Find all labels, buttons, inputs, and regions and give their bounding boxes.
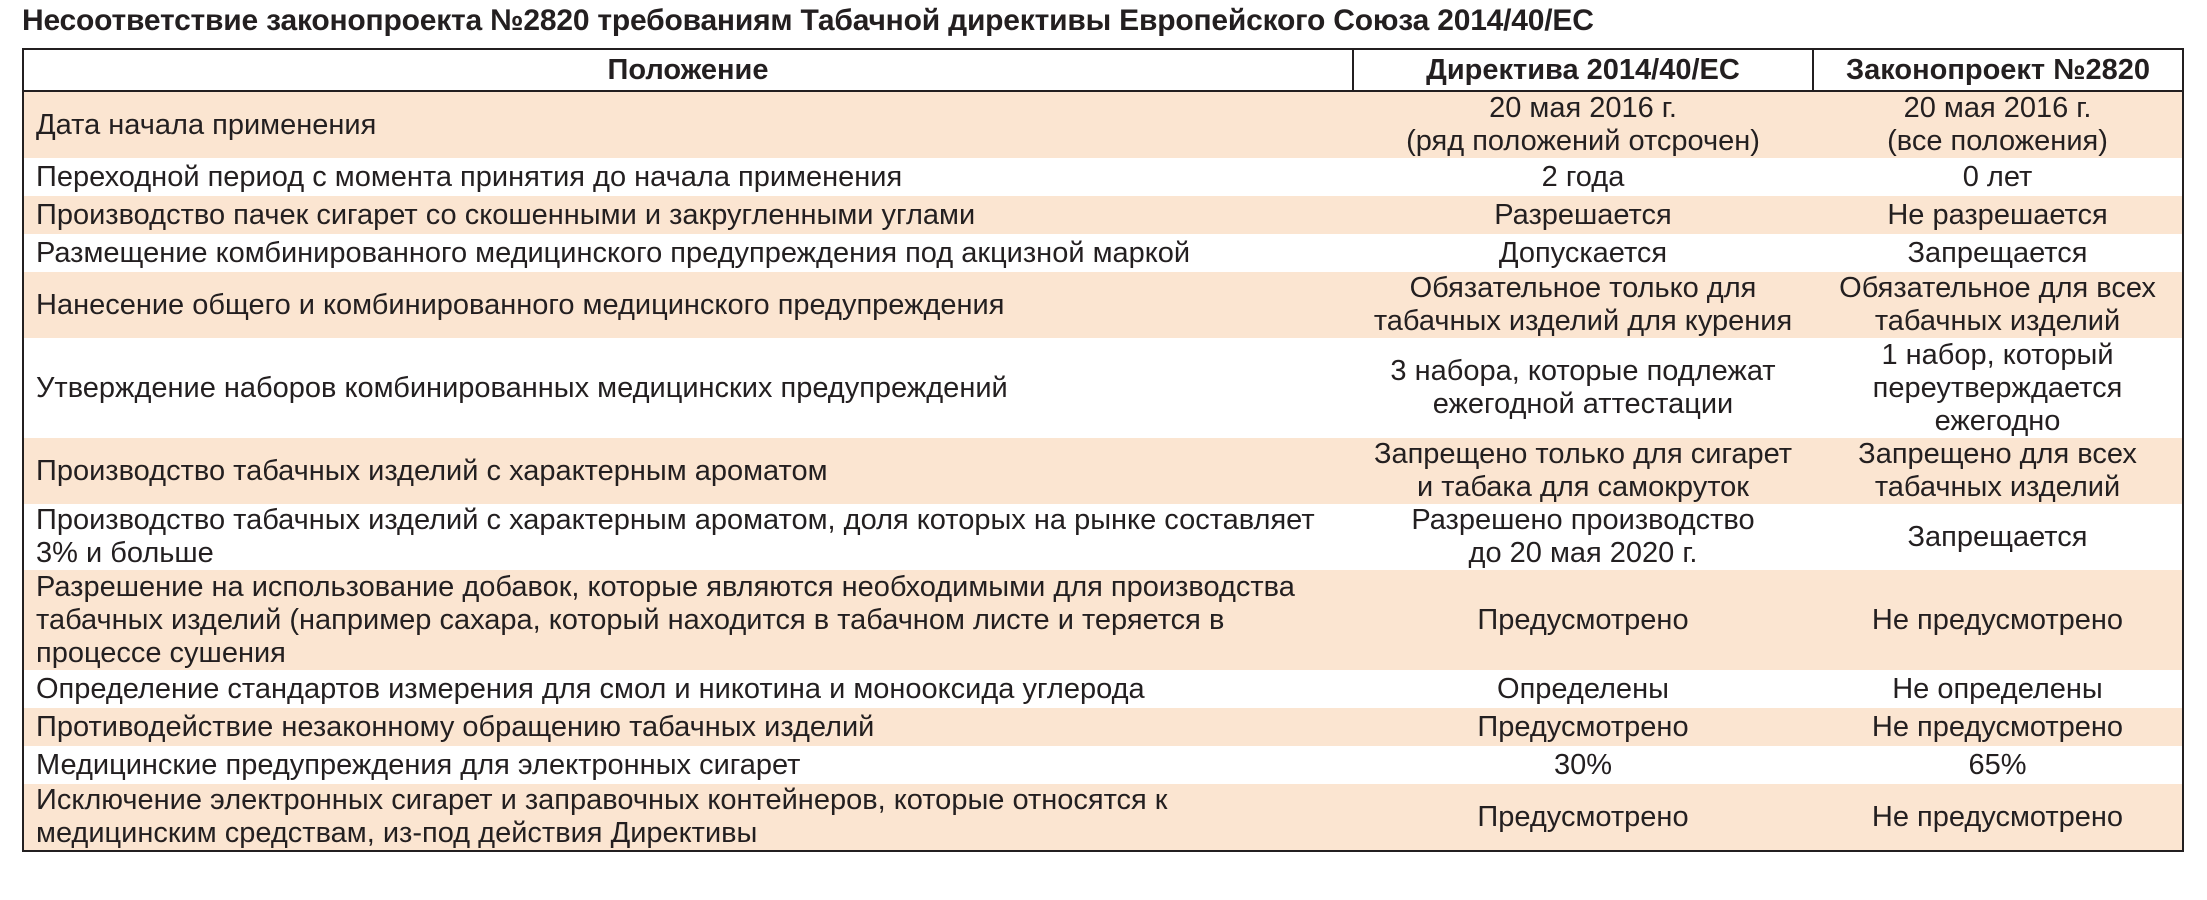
cell-bill	[1813, 338, 2183, 438]
cell-bill	[1813, 708, 2183, 746]
cell-directive	[1353, 784, 1813, 851]
cell-position: Переходной период с момента принятия до начала применения	[23, 158, 1353, 196]
table-row	[23, 784, 2183, 851]
cell-directive-line: Запрещено только для сигарет	[1373, 438, 1793, 470]
cell-bill-line: 20 мая 2016 г.	[1903, 92, 2092, 124]
table-row	[23, 746, 2183, 784]
cell-bill-line: Не разрешается	[1887, 198, 2108, 231]
cell-bill	[1813, 438, 2183, 504]
cell-position: Производство табачных изделий с характерным ароматом, доля которых на рынке составляет 3% и больше	[23, 504, 1353, 570]
cell-bill-line: 65%	[1968, 748, 2027, 781]
cell-directive	[1353, 158, 1813, 196]
cell-directive-line: Предусмотрено	[1477, 710, 1689, 743]
cell-directive-line: Разрешается	[1494, 198, 1672, 231]
table-row	[23, 196, 2183, 234]
cell-directive-line: Допускается	[1498, 236, 1668, 269]
cell-bill	[1813, 272, 2183, 338]
cell-directive-line: до 20 мая 2020 г.	[1468, 537, 1698, 569]
cell-position: Медицинские предупреждения для электронных сигарет	[23, 746, 1353, 784]
cell-position: Производство табачных изделий с характерным ароматом	[23, 438, 1353, 504]
cell-bill-line: 0 лет	[1962, 160, 2033, 193]
cell-bill	[1813, 504, 2183, 570]
cell-directive	[1353, 91, 1813, 158]
cell-bill-line: Запрещается	[1907, 236, 2088, 269]
cell-bill-line: табачных изделий	[1874, 305, 2121, 337]
cell-directive-line: Разрешено производство	[1411, 504, 1755, 536]
cell-directive	[1353, 338, 1813, 438]
cell-directive-line: и табака для самокруток	[1417, 471, 1749, 503]
cell-bill-line: (все положения)	[1887, 125, 2108, 157]
cell-bill-line: Запрещается	[1907, 520, 2088, 553]
cell-position: Нанесение общего и комбинированного медицинского предупреждения	[23, 272, 1353, 338]
cell-directive	[1353, 272, 1813, 338]
cell-bill-line: Не определены	[1892, 672, 2103, 705]
cell-bill-line: ежегодно	[1934, 404, 2061, 437]
cell-directive	[1353, 438, 1813, 504]
comparison-table-container	[22, 48, 2182, 852]
cell-directive-line: 2 года	[1541, 160, 1625, 193]
cell-bill	[1813, 784, 2183, 851]
cell-bill	[1813, 746, 2183, 784]
cell-bill-line: Запрещено для всех	[1858, 438, 2137, 470]
cell-position: Дата начала применения	[23, 91, 1353, 158]
table-row	[23, 91, 2183, 158]
cell-directive-line: Определены	[1497, 672, 1669, 705]
table-row	[23, 234, 2183, 272]
cell-bill	[1813, 158, 2183, 196]
cell-directive-line: табачных изделий для курения	[1373, 305, 1793, 337]
header-bill: Законопроект №2820	[1813, 49, 2183, 91]
table-row	[23, 158, 2183, 196]
cell-directive	[1353, 670, 1813, 708]
cell-bill	[1813, 670, 2183, 708]
cell-position: Производство пачек сигарет со скошенными и закругленными углами	[23, 196, 1353, 234]
cell-bill-line: Не предусмотрено	[1871, 800, 2124, 833]
cell-bill	[1813, 570, 2183, 670]
table-row	[23, 438, 2183, 504]
cell-bill-line: 1 набор, который	[1881, 338, 2114, 371]
header-position: Положение	[23, 49, 1353, 91]
table-row	[23, 708, 2183, 746]
table-row	[23, 670, 2183, 708]
cell-directive-line: Предусмотрено	[1477, 800, 1689, 833]
cell-directive	[1353, 746, 1813, 784]
cell-bill-line: переутверждается	[1872, 371, 2123, 404]
table-row	[23, 570, 2183, 670]
cell-bill-line: табачных изделий	[1874, 471, 2121, 503]
cell-bill-line: Не предусмотрено	[1871, 603, 2124, 636]
cell-directive-line: (ряд положений отсрочен)	[1406, 125, 1760, 157]
cell-directive-line: 30%	[1553, 748, 1613, 781]
cell-directive	[1353, 234, 1813, 272]
cell-directive	[1353, 708, 1813, 746]
cell-bill	[1813, 234, 2183, 272]
cell-directive	[1353, 570, 1813, 670]
cell-directive-line: Обязательное только для	[1409, 272, 1757, 304]
header-directive: Директива 2014/40/ЕС	[1353, 49, 1813, 91]
cell-bill	[1813, 196, 2183, 234]
cell-position: Противодействие незаконному обращению табачных изделий	[23, 708, 1353, 746]
cell-position: Разрешение на использование добавок, которые являются необходимыми для производства табачных изделий (например сахара, который находится в табачном листе и теряется в процессе сушения	[23, 570, 1353, 670]
cell-directive-line: 3 набора, которые подлежат	[1390, 355, 1776, 387]
cell-directive-line: Предусмотрено	[1477, 603, 1689, 636]
comparison-table	[22, 48, 2184, 852]
table-title: Несоответствие законопроекта №2820 требованиям Табачной директивы Европейского Союза 2014/40/ЕС	[22, 4, 1594, 37]
cell-directive	[1353, 196, 1813, 234]
cell-position: Определение стандартов измерения для смол и никотина и монооксида углерода	[23, 670, 1353, 708]
table-row	[23, 272, 2183, 338]
cell-directive-line: 20 мая 2016 г.	[1489, 92, 1677, 124]
table-row	[23, 338, 2183, 438]
cell-position: Размещение комбинированного медицинского предупреждения под акцизной маркой	[23, 234, 1353, 272]
cell-position: Утверждение наборов комбинированных медицинских предупреждений	[23, 338, 1353, 438]
cell-directive	[1353, 504, 1813, 570]
cell-bill-line: Обязательное для всех	[1839, 272, 2156, 304]
cell-bill-line: Не предусмотрено	[1871, 710, 2124, 743]
table-row	[23, 504, 2183, 570]
cell-directive-line: ежегодной аттестации	[1432, 388, 1734, 420]
cell-bill	[1813, 91, 2183, 158]
header-row	[23, 49, 2183, 91]
cell-position: Исключение электронных сигарет и заправочных контейнеров, которые относятся к медицинским средствам, из-под действия Директивы	[23, 784, 1353, 851]
